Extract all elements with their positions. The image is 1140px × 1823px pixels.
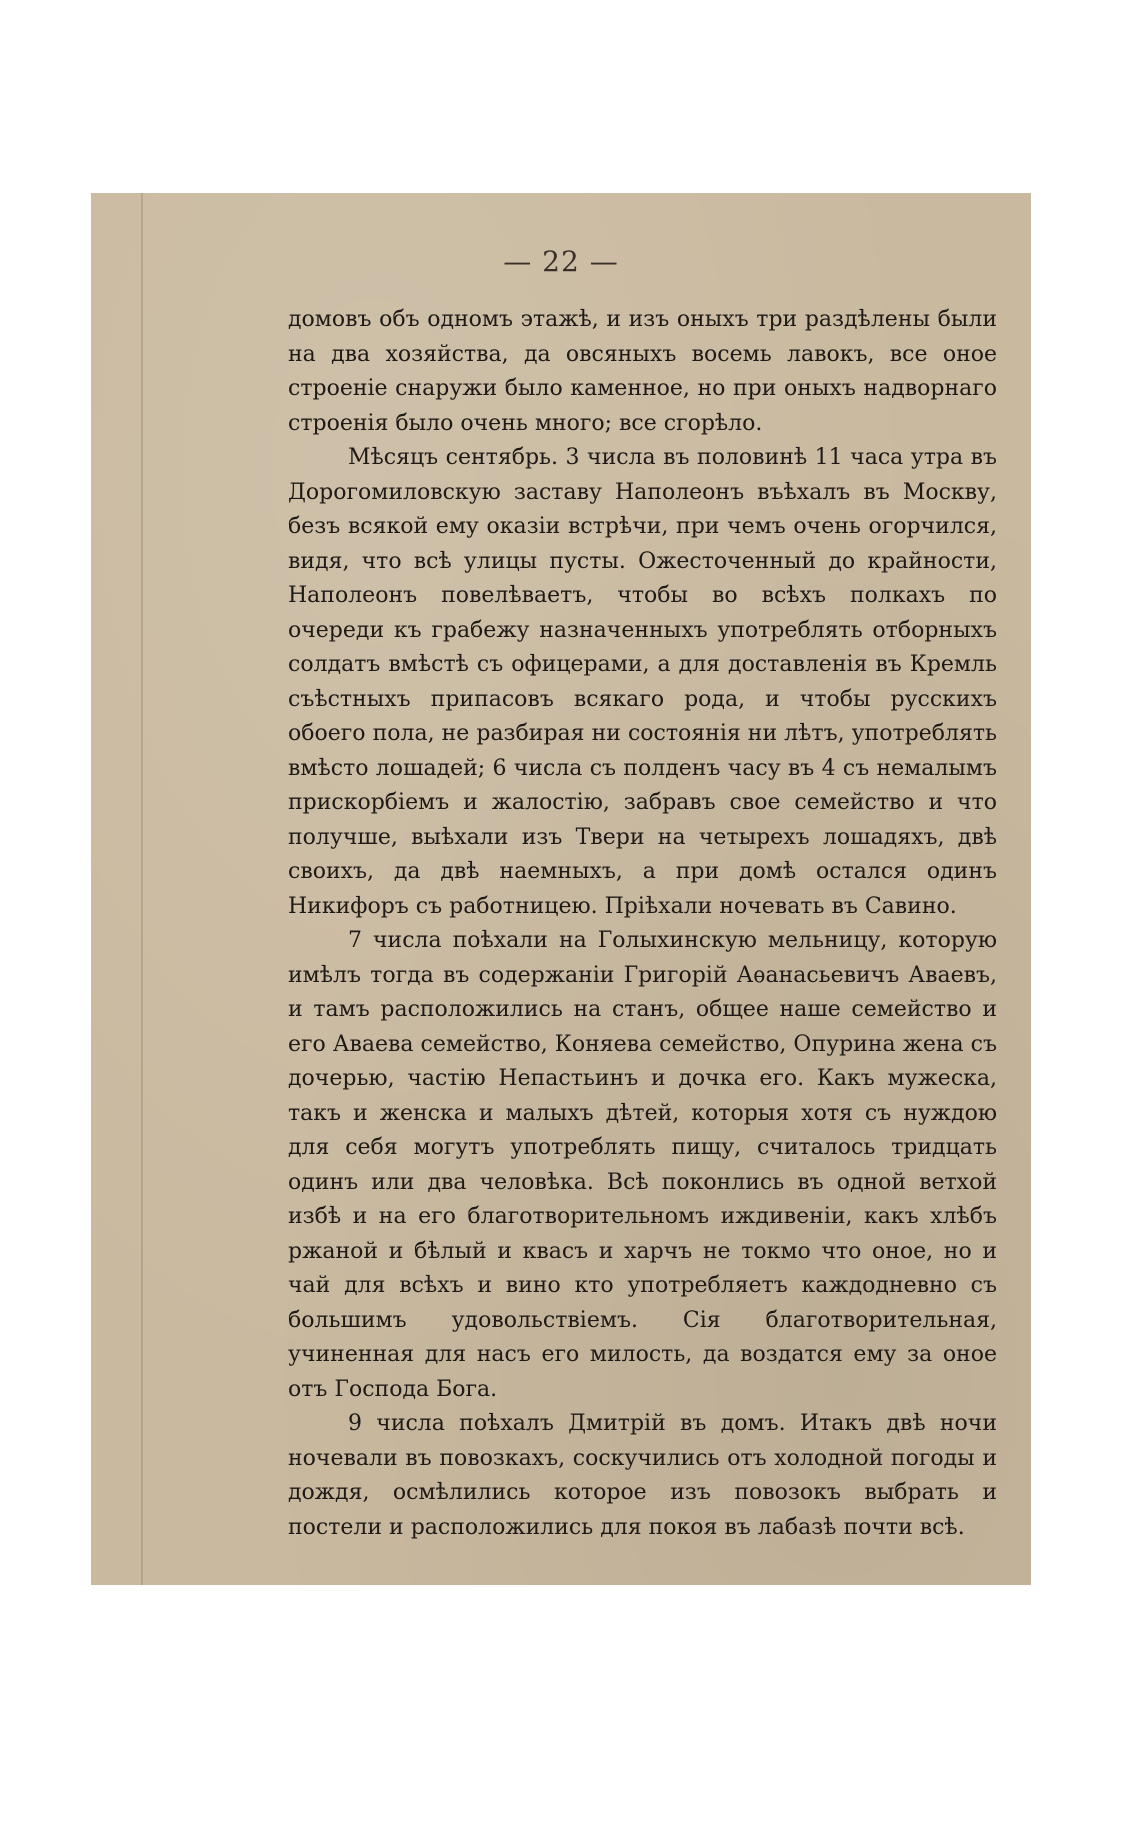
paragraph-1: домовъ объ одномъ этажѣ, и изъ оныхъ три раздѣлены были на два хозяйства, да овсяныхъ восемь лавокъ, все оное строенiе снаружи было каменное, но при оныхъ надворнаго строенiя было очень много; все сгорѣло. bbox=[288, 307, 997, 436]
paragraph-2: Мѣсяцъ сентябрь. 3 числа въ половинѣ 11 часа утра въ Дорогомиловскую заставу Наполеонъ въѣхалъ въ Москву, безъ всякой ему оказiи встрѣчи, при чемъ очень огорчился, видя, что всѣ улицы пусты. Ожесточенный до крайности, Наполеонъ повелѣваетъ, чтобы во всѣхъ полкахъ по очереди къ грабежу назначенныхъ употреблять отборныхъ солдатъ вмѣстѣ съ офицерами, а для доставленiя въ Кремль съѣстныхъ припасовъ всякаго рода, и чтобы русскихъ обоего пола, не разбирая ни состоянiя ни лѣтъ, употреблять вмѣсто лошадей; 6 числа съ полденъ часу въ 4 съ немалымъ прискорбiемъ и жалостiю, забравъ свое семейство и что получше, выѣхали изъ Твери на четырехъ лошадяхъ, двѣ своихъ, да двѣ наемныхъ, а при домѣ остался одинъ Никифоръ съ работницею. Прiѣхали ночевать въ Савино. bbox=[288, 445, 997, 919]
page-text bbox=[288, 303, 997, 1545]
page-number: — 22 — bbox=[503, 245, 619, 278]
paragraph-3: 7 числа поѣхали на Голыхинскую мельницу, которую имѣлъ тогда въ содержанiи Григорiй Аѳанасьевичъ Аваевъ, и тамъ расположились на станъ, общее наше семейство и его Аваева семейство, Коняева семейство, Опурина жена съ дочерью, частiю Непастьинъ и дочка его. Какъ мужеска, такъ и женска и малыхъ дѣтей, которыя хотя съ нуждою для себя могутъ употреблять пищу, считалось тридцать одинъ или два человѣка. Всѣ поконлись въ одной ветхой избѣ и на его благотворительномъ иждивенiи, какъ хлѣбъ ржаной и бѣлый и квасъ и харчъ не токмо что оное, но и чай для всѣхъ и вино кто употребляетъ каждодневно съ большимъ удовольствiемъ. Сiя благотворительная, учиненная для насъ его милость, да воздатся ему за оное отъ Господа Бога. bbox=[288, 928, 997, 1402]
page-binding-edge bbox=[141, 193, 143, 1585]
scanned-page bbox=[91, 193, 1031, 1585]
paragraph-4: 9 числа поѣхалъ Дмитрiй въ домъ. Итакъ двѣ ночи ночевали въ повозкахъ, соскучились отъ холодной погоды и дождя, осмѣлились которое изъ повозокъ выбрать и постели и расположились для покоя въ лабазѣ почти всѣ. bbox=[288, 1411, 997, 1540]
